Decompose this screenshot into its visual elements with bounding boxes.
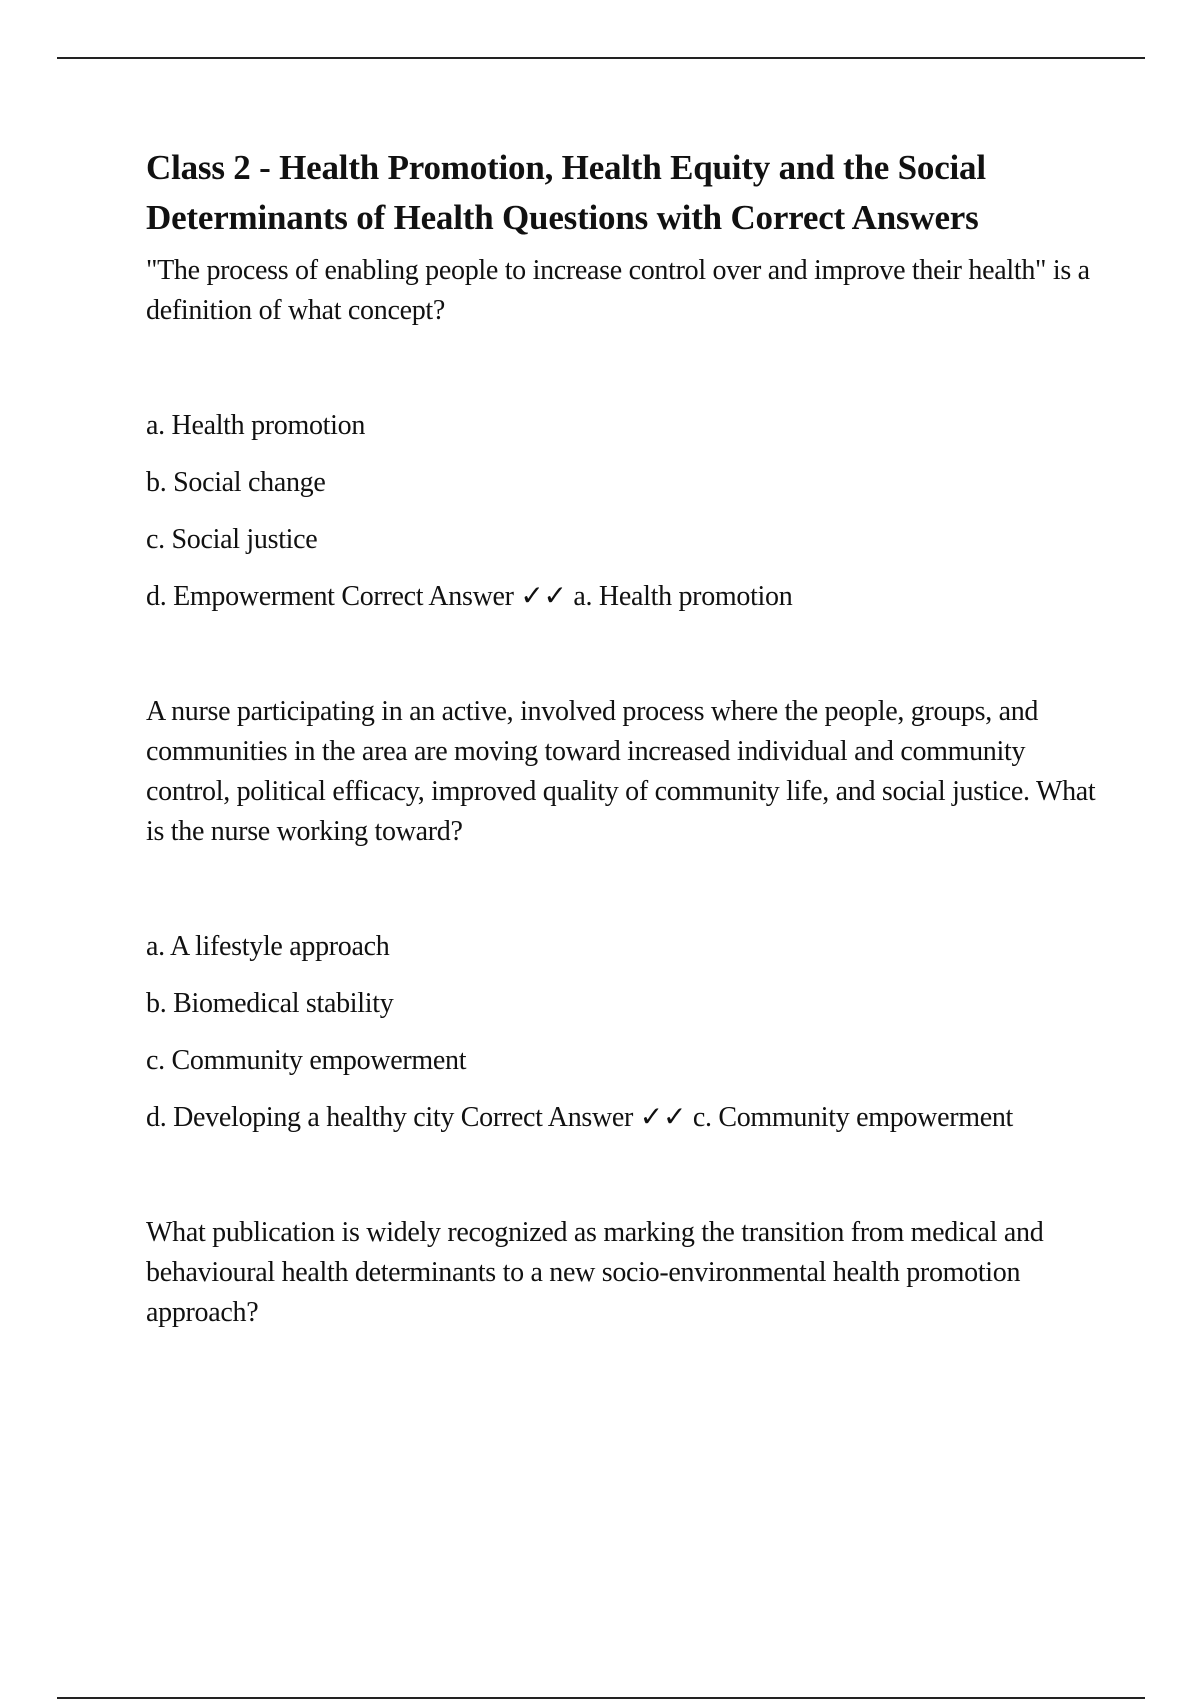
question-text: "The process of enabling people to increase control over and improve their health" is a definition of what concept? [146,255,1090,326]
question-text: A nurse participating in an active, involved process where the people, groups, and communities in the area are moving toward increased individual and community control, political efficacy, improved quality of community life, and social justice. What is the nurse working toward? [146,696,1096,847]
option-b: b. Biomedical stability [146,988,394,1019]
document-body [146,143,1106,1333]
bottom-divider [57,1697,1145,1699]
option-c: c. Community empowerment [146,1045,467,1076]
correct-answer-label: Correct Answer [341,581,514,612]
option-c: c. Social justice [146,524,318,555]
correct-answer: c. Community empowerment [692,1102,1014,1133]
question-text: What publication is widely recognized as marking the transition from medical and behavioural health determinants to a new socio-environmental health promotion approach? [146,1217,1044,1328]
question-block-3 [146,1213,1106,1333]
option-a: a. A lifestyle approach [146,931,390,962]
document-title: Class 2 - Health Promotion, Health Equity and the Social Determinants of Health Questions with Correct Answers [146,148,986,237]
answer-options [146,927,1106,1138]
double-check-icon: ✓✓ [520,581,567,612]
option-d: d. Empowerment [146,581,335,612]
correct-answer-label: Correct Answer [460,1102,634,1133]
option-a: a. Health promotion [146,410,366,441]
question-block-1 [146,251,1106,617]
option-d: d. Developing a healthy city [146,1102,455,1133]
option-d-with-answer [146,577,1106,617]
answer-options [146,406,1106,617]
option-d-with-answer [146,1098,1106,1138]
question-block-2 [146,692,1106,1138]
option-b: b. Social change [146,467,326,498]
top-divider [57,57,1145,59]
correct-answer: a. Health promotion [573,581,793,612]
double-check-icon: ✓✓ [639,1102,687,1133]
